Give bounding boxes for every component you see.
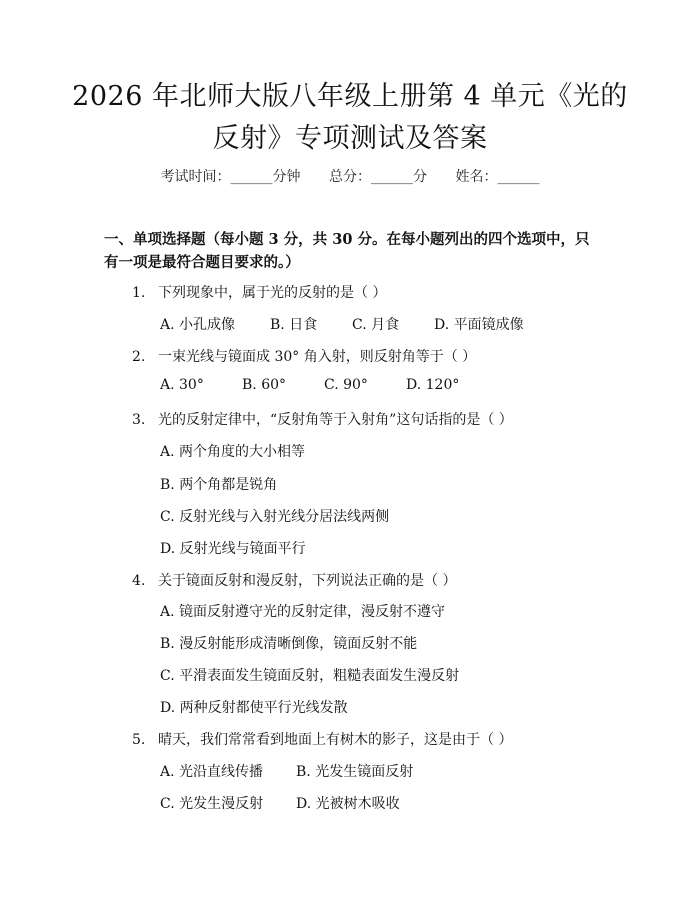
option-d: D. 两种反射都使平行光线发散: [160, 700, 348, 716]
question-number: 3.: [132, 412, 146, 428]
question-1-options: [160, 314, 524, 334]
option-b: B. 漫反射能形成清晰倒像，镜面反射不能: [160, 636, 418, 652]
question-number: 5.: [132, 732, 146, 748]
option-c: C. 平滑表面发生镜面反射，粗糙表面发生漫反射: [160, 668, 460, 684]
option-c: C. 月食: [352, 317, 400, 333]
exam-time: 考试时间：______分钟: [160, 169, 301, 185]
question-text: 晴天，我们常常看到地面上有树木的影子，这是由于（ ）: [158, 732, 513, 748]
question-number: 1.: [132, 285, 146, 301]
question-number: 2.: [132, 349, 146, 365]
option-b: B. 日食: [270, 317, 318, 333]
option-b: B. 光发生镜面反射: [296, 764, 414, 780]
question-text: 下列现象中，属于光的反射的是（ ）: [158, 285, 387, 301]
option-a: A. 小孔成像: [160, 317, 236, 333]
question-number: 4.: [132, 573, 146, 589]
question-2-options: [160, 377, 459, 393]
question-5-options-row-2: [160, 793, 400, 813]
option-b: B. 60°: [242, 377, 287, 393]
question-3: [132, 409, 513, 429]
title-line-2: 反射》专项测试及答案: [212, 123, 488, 154]
exam-meta: [0, 166, 700, 186]
option-a: A. 30°: [160, 377, 204, 393]
option-b: B. 两个角都是锐角: [160, 477, 278, 493]
question-4: [132, 570, 456, 590]
question-text: 一束光线与镜面成 30° 角入射，则反射角等于（ ）: [158, 349, 477, 365]
question-5-options-row-1: [160, 761, 413, 781]
option-a: A. 镜面反射遵守光的反射定律，漫反射不遵守: [160, 604, 446, 620]
question-text: 光的反射定律中，“反射角等于入射角”这句话指的是（ ）: [158, 412, 513, 428]
title-line-1: 2026 年北师大版八年级上册第 4 单元《光的: [72, 81, 628, 112]
option-d: D. 反射光线与镜面平行: [160, 541, 306, 557]
question-2: [132, 346, 476, 366]
option-a: A. 光沿直线传播: [160, 764, 264, 780]
option-c: C. 光发生漫反射: [160, 796, 264, 812]
question-1: [132, 282, 386, 302]
option-d: D. 平面镜成像: [434, 317, 524, 333]
question-5: [132, 729, 512, 749]
option-d: D. 光被树木吸收: [296, 796, 400, 812]
question-text: 关于镜面反射和漫反射，下列说法正确的是（ ）: [158, 573, 457, 589]
option-d: D. 120°: [406, 377, 460, 393]
option-a: A. 两个角度的大小相等: [160, 444, 306, 460]
exam-score: 总分：______分: [329, 169, 427, 185]
option-c: C. 90°: [324, 377, 368, 393]
option-c: C. 反射光线与入射光线分居法线两侧: [160, 509, 390, 525]
page-title: [60, 76, 640, 160]
exam-name: 姓名：______: [455, 169, 540, 185]
section-heading: 一、单项选择题（每小题 3 分，共 30 分。在每小题列出的四个选项中，只有一项是最符合题目要求的。）: [104, 231, 590, 271]
